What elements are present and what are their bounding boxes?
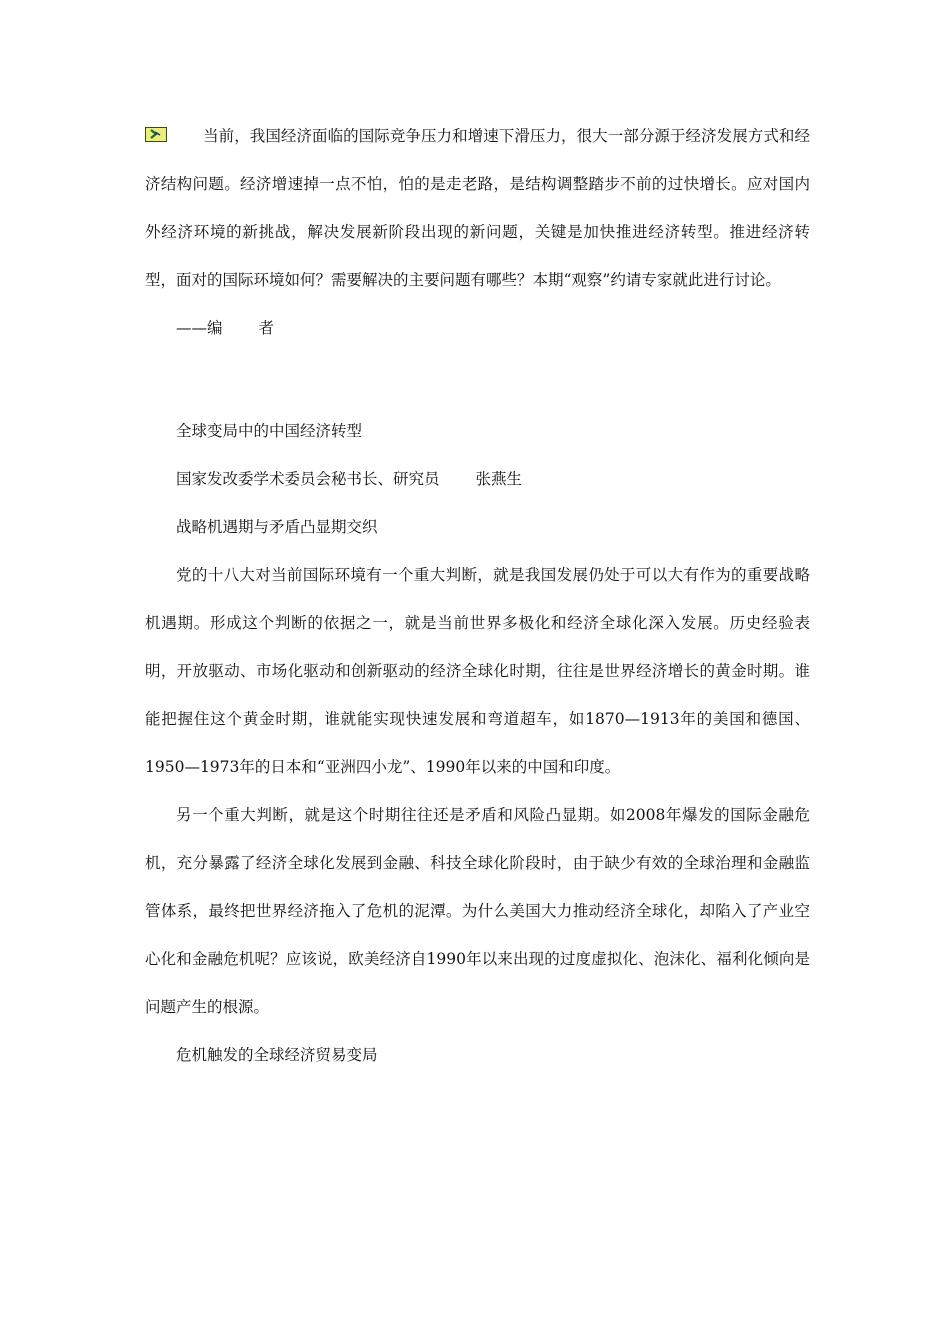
document-page: [145, 112, 810, 1079]
body-paragraph-1: 党的十八大对当前国际环境有一个重大判断，就是我国发展仍处于可以大有作为的重要战略机遇期。形成这个判断的依据之一，就是当前世界多极化和经济全球化深入发展。历史经验表明，开放驱动、市场化驱动和创新驱动的经济全球化时期，往往是世界经济增长的黄金时期。谁能把握住这个黄金时期，谁就能实现快速发展和弯道超车，如1870—1913年的美国和德国、1950—1973年的日本和“亚洲四小龙”、1990年以来的中国和印度。: [145, 566, 810, 776]
author-role: 国家发改委学术委员会秘书长、研究员: [176, 470, 440, 488]
document-icon[interactable]: [145, 127, 167, 142]
intro-paragraph: [145, 112, 810, 304]
intro-text: 当前，我国经济面临的国际竞争压力和增速下滑压力，很大一部分源于经济发展方式和经济结构问题。经济增速掉一点不怕，怕的是走老路，是结构调整踏步不前的过快增长。应对国内外经济环境的新挑战，解决发展新阶段出现的新问题，关键是加快推进经济转型。推进经济转型，面对的国际环境如何？需要解决的主要问题有哪些？本期“观察”约请专家就此进行讨论。: [145, 127, 810, 289]
section-heading-1: 战略机遇期与矛盾凸显期交织: [176, 518, 378, 536]
section-heading-2: 危机触发的全球经济贸易变局: [176, 1046, 378, 1064]
author-byline: [145, 455, 810, 503]
author-name: 张燕生: [475, 470, 523, 488]
article-title: 全球变局中的中国经济转型: [176, 422, 363, 440]
signature-dash: ——编: [176, 319, 223, 337]
editor-signature: [145, 304, 810, 352]
signature-end: 者: [258, 319, 275, 337]
body-paragraph-2: 另一个重大判断，就是这个时期往往还是矛盾和风险凸显期。如2008年爆发的国际金融危机，充分暴露了经济全球化发展到金融、科技全球化阶段时，由于缺少有效的全球治理和金融监管体系，最终把世界经济拖入了危机的泥潭。为什么美国大力推动经济全球化，却陷入了产业空心化和金融危机呢？应该说，欧美经济自1990年以来出现的过度虚拟化、泡沫化、福利化倾向是问题产生的根源。: [145, 806, 810, 1016]
